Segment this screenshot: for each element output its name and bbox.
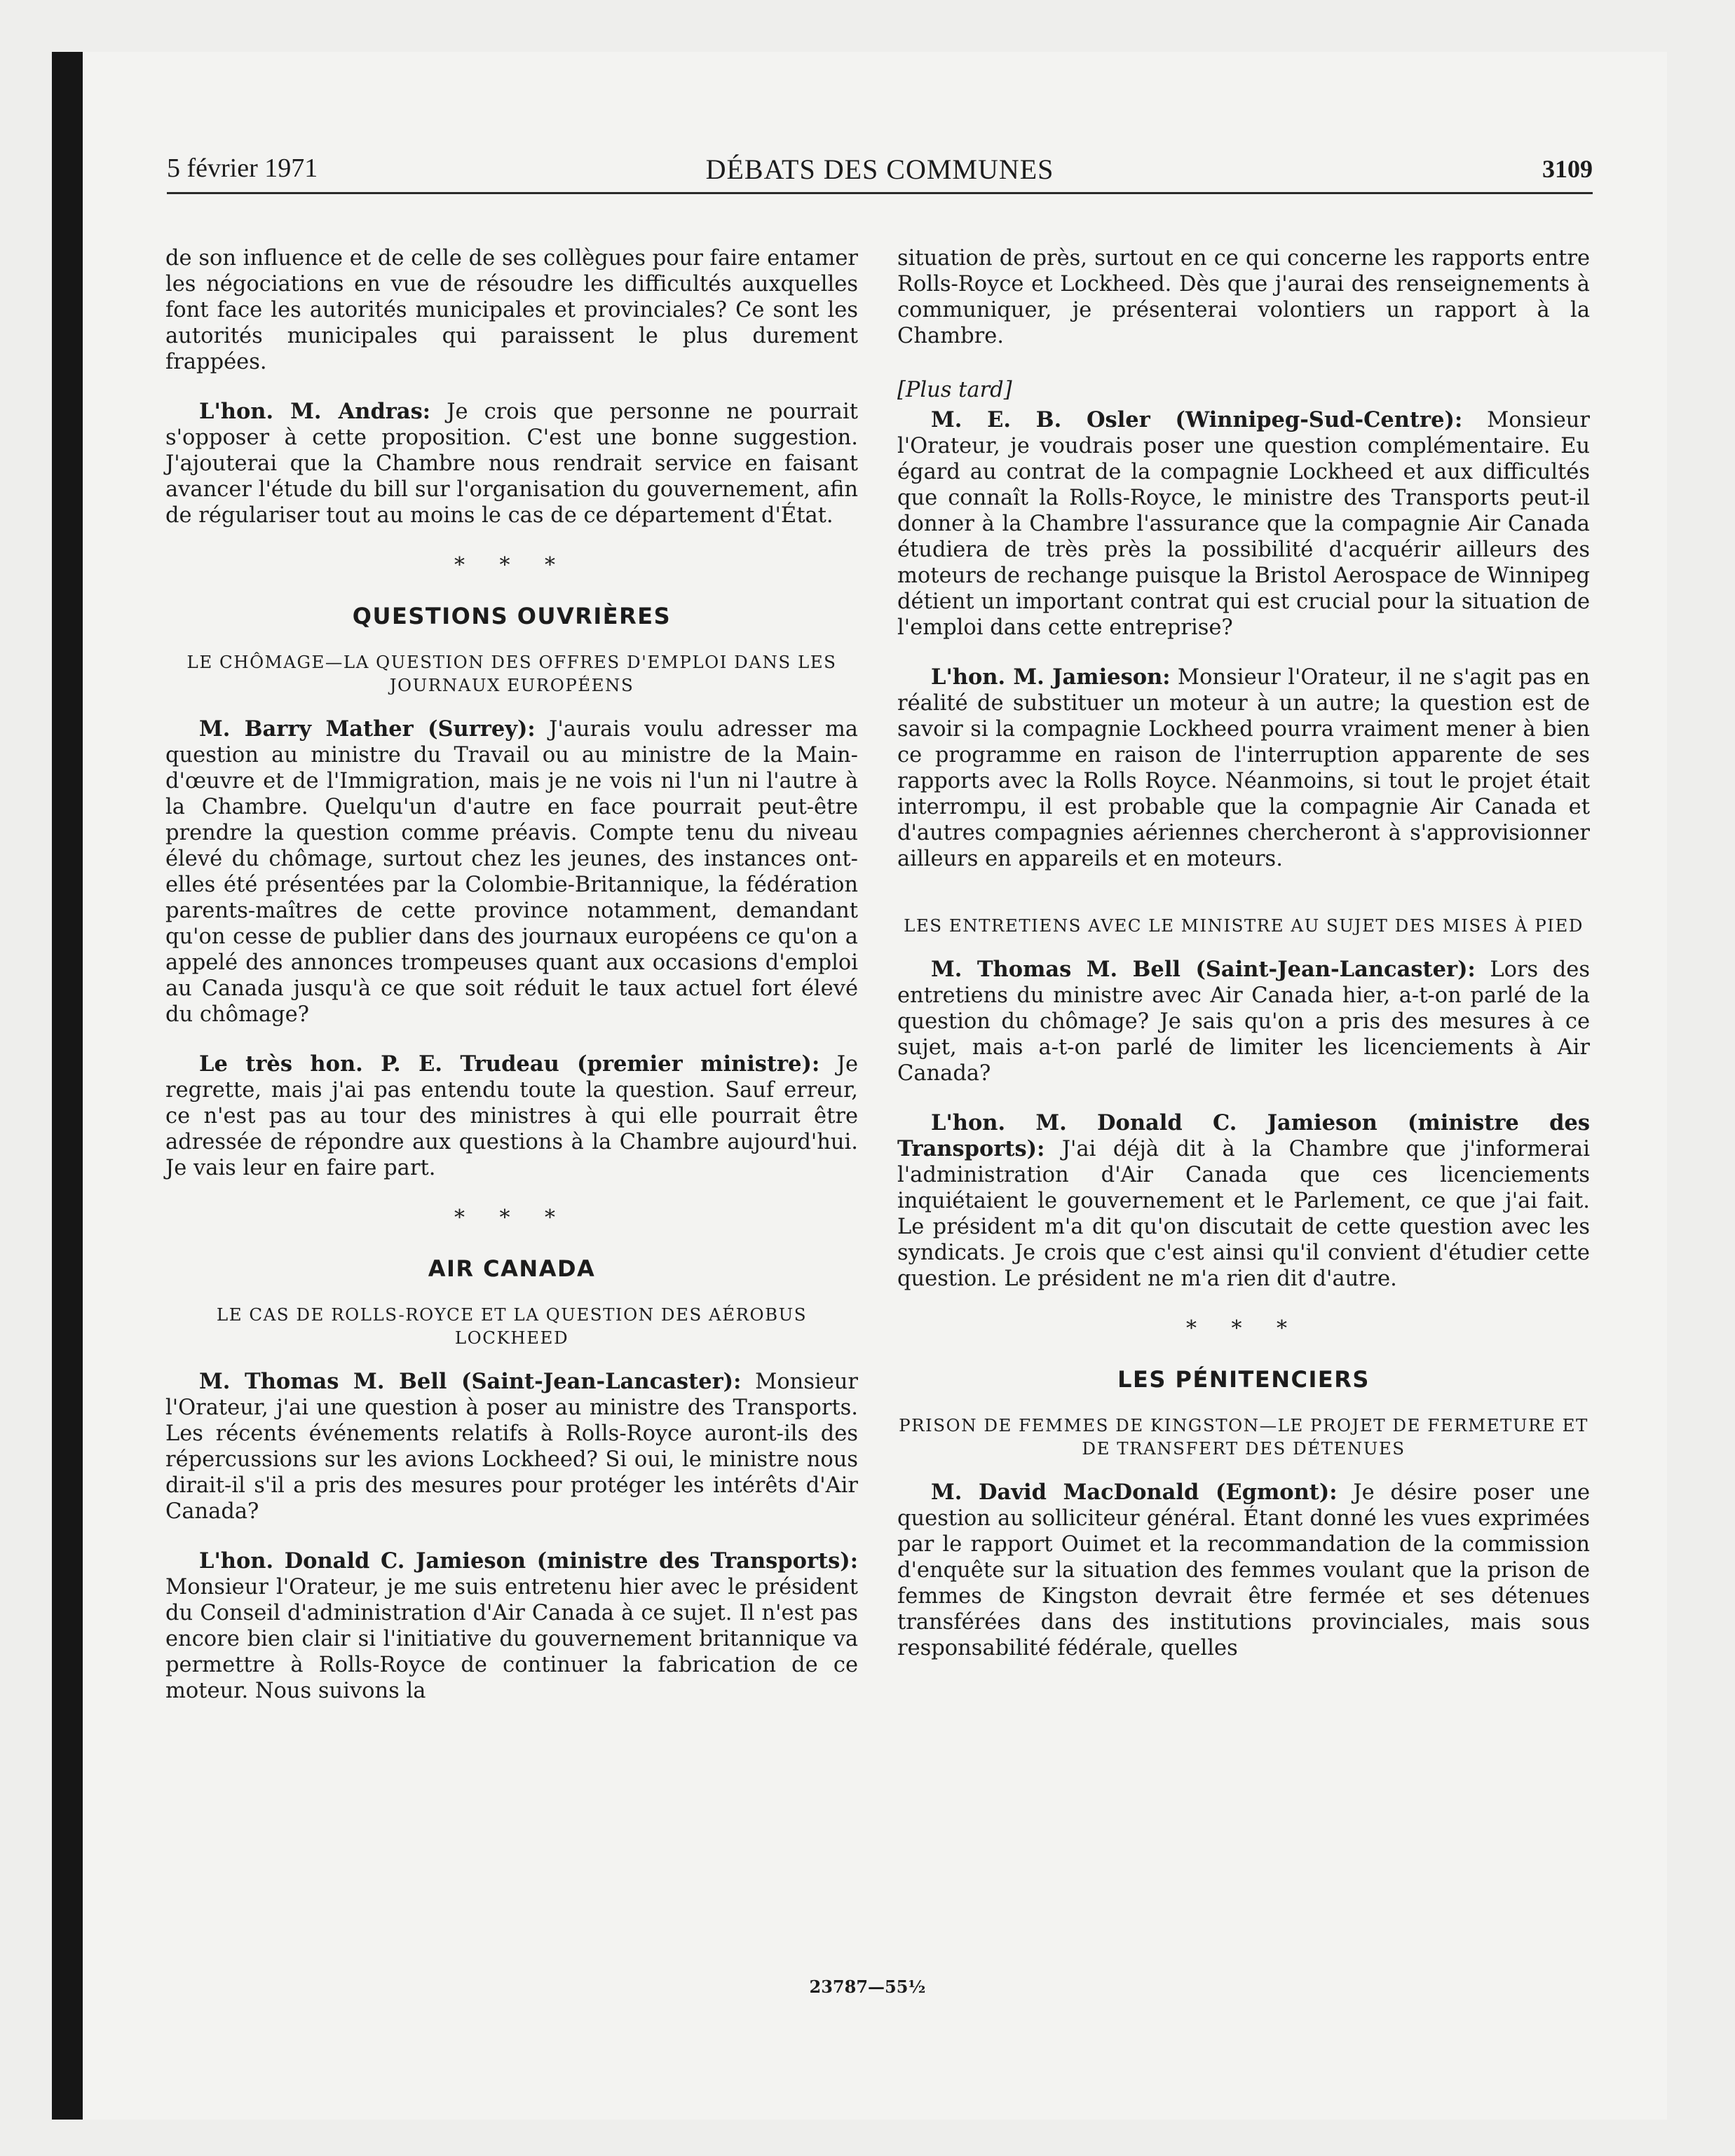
section-separator: * * * — [1185, 1316, 1302, 1341]
header-title: DÉBATS DES COMMUNES — [705, 153, 1054, 185]
speaker-name: L'hon. M. Jamieson: — [931, 664, 1171, 690]
section-subtitle: LE CAS DE ROLLS-ROYCE ET LA QUESTION DES AÉROBUS LOCKHEED — [216, 1304, 808, 1348]
footer-code: 23787—55½ — [809, 1977, 926, 1997]
speaker-name: M. David MacDonald (Egmont): — [931, 1480, 1338, 1505]
right-column — [897, 245, 1590, 1685]
paragraph — [165, 1369, 858, 1524]
paragraph: situation de près, surtout en ce qui concerne les rapports entre Rolls-Royce et Lockheed. Dès que j'aurai des renseignements à communiquer, je présenterai volontiers un rapport à la Chambre. — [897, 246, 1590, 348]
section-separator: * * * — [454, 553, 570, 578]
section-title: AIR CANADA — [428, 1255, 596, 1282]
running-header — [167, 149, 1593, 194]
paragraph — [897, 407, 1590, 641]
section-title: QUESTIONS OUVRIÈRES — [352, 603, 672, 629]
paragraph — [165, 1051, 858, 1181]
paragraph — [165, 716, 858, 1028]
speech-text: Monsieur l'Orateur, je voudrais poser une question complémentaire. Eu égard au contrat de la compagnie Lockheed et aux difficultés que connaît la Rolls-Royce, le ministre des Transports peut-il donner à la Chambre l'assurance que la compagnie Air Canada étudiera de très près la possibilité d'acquérir ailleurs des moteurs de rechange puisque la Bristol Aerospace de Winnipeg détient un important contrat qui est crucial pour la situation de l'emploi dans cette entreprise? — [897, 408, 1590, 640]
section-subtitle: LE CHÔMAGE—LA QUESTION DES OFFRES D'EMPLOI DANS LES JOURNAUX EUROPÉENS — [186, 652, 837, 695]
speech-text: Je crois que personne ne pourrait s'opposer à cette proposition. C'est une bonne suggestion. J'ajouterai que la Chambre nous rendrait service en faisant avancer l'étude du bill sur l'organisation du gouvernement, afin de régulariser tout au moins le cas de ce département d'État. — [165, 400, 858, 528]
speaker-name: M. E. B. Osler (Winnipeg-Sud-Centre): — [931, 407, 1463, 432]
left-column — [165, 245, 858, 1728]
paragraph — [897, 664, 1590, 872]
paragraph — [897, 957, 1590, 1086]
speaker-name: L'hon. Donald C. Jamieson (ministre des Transports): — [199, 1548, 858, 1574]
speech-text: Monsieur l'Orateur, j'ai une question à poser au ministre des Transports. Les récents événements relatifs à Rolls-Royce auront-ils des répercussions sur les avions Lockheed? Si oui, le ministre nous dirait-il s'il a pris des mesures pour protéger les intérêts d'Air Canada? — [165, 1370, 859, 1524]
section-subtitle: LES ENTRETIENS AVEC LE MINISTRE AU SUJET DES MISES À PIED — [904, 915, 1584, 936]
speaker-name: L'hon. M. Andras: — [199, 399, 431, 424]
speech-text: Monsieur l'Orateur, je me suis entretenu hier avec le président du Conseil d'administration d'Air Canada à ce sujet. Il n'est pas encore bien clair si l'initiative du gouvernement britannique va permettre à Rolls-Royce de continuer la fabrication de ce moteur. Nous suivons la — [165, 1575, 858, 1703]
section-separator: * * * — [454, 1206, 570, 1230]
speech-text: Lors des entretiens du ministre avec Air Canada hier, a-t-on parlé de la question du chômage? Je sais qu'on a pris des mesures à ce sujet, mais a-t-on parlé de limiter les licenciements à Air Canada? — [897, 957, 1590, 1086]
paragraph — [165, 1548, 858, 1704]
speaker-name: Le très hon. P. E. Trudeau (premier ministre): — [199, 1051, 820, 1077]
speech-text: Monsieur l'Orateur, il ne s'agit pas en réalité de substituer un moteur à un autre; la question est de savoir si la compagnie Lockheed pourra vraiment mener à bien ce programme en raison de l'interruption apparente de ses rapports avec la Rolls Royce. Néanmoins, si tout le projet était interrompu, il est probable que la compagnie Air Canada et d'autres compagnies aériennes chercheront à s'approvisionner ailleurs en appareils et en moteurs. — [897, 665, 1590, 871]
header-date: 5 février 1971 — [167, 153, 318, 183]
later-marker: [Plus tard] — [897, 378, 1012, 402]
speech-text: Je regrette, mais j'ai pas entendu toute la question. Sauf erreur, ce n'est pas au tour des ministres à qui elle pourrait être adressée de répondre aux questions à la Chambre aujourd'hui. Je vais leur en faire part. — [165, 1052, 858, 1180]
scan-binding-edge — [52, 52, 83, 2120]
section-subtitle: PRISON DE FEMMES DE KINGSTON—LE PROJET DE FERMETURE ET DE TRANSFERT DES DÉTENUES — [899, 1415, 1588, 1459]
speech-text: Je désire poser une question au solliciteur général. Étant donné les vues exprimées par le rapport Ouimet et la recommandation de la commission d'enquête sur la situation des femmes voulant que la prison de femmes de Kingston devrait être fermée et ses détenues transférées dans des institutions provinciales, mais sous responsabilité fédérale, quelles — [897, 1480, 1590, 1660]
speaker-name: M. Barry Mather (Surrey): — [199, 716, 536, 742]
paragraph — [165, 399, 858, 528]
paragraph — [897, 1480, 1590, 1661]
page-number: 3109 — [1542, 155, 1593, 183]
speech-text: J'aurais voulu adresser ma question au ministre du Travail ou au ministre de la Main-d'œuvre et de l'Immigration, mais je ne vois ni l'un ni l'autre à la Chambre. Quelqu'un d'autre en face pourrait peut-être prendre la question comme préavis. Compte tenu du niveau élevé du chômage, surtout chez les jeunes, des instances ont-elles été présentées par la Colombie-Britannique, la fédération parents-maîtres de cette province notamment, demandant qu'on cesse de publier dans des journaux européens ce qu'on a appelé des annonces trompeuses quant aux occasions d'emploi au Canada jusqu'à ce que soit réduit le taux actuel fort élevé du chômage? — [165, 717, 858, 1027]
speaker-name: M. Thomas M. Bell (Saint-Jean-Lancaster): — [199, 1369, 742, 1394]
paragraph: de son influence et de celle de ses collègues pour faire entamer les négociations en vue de résoudre les difficultés auxquelles font face les autorités municipales et provinciales? Ce sont les autorités municipales qui paraissent le plus durement frappées. — [165, 246, 858, 374]
paragraph — [897, 1110, 1590, 1292]
speaker-name: L'hon. M. Donald C. Jamieson (ministre des Transports): — [897, 1110, 1590, 1161]
section-title: LES PÉNITENCIERS — [1117, 1366, 1370, 1393]
speaker-name: M. Thomas M. Bell (Saint-Jean-Lancaster): — [931, 957, 1476, 982]
speech-text: J'ai déjà dit à la Chambre que j'informerai l'administration d'Air Canada que ces licenciements inquiétaient le gouvernement et le Parlement, ce que j'ai fait. Le président m'a dit qu'on discutait de cette question avec les syndicats. Je crois que c'est ainsi qu'il convient d'étudier cette question. Le président ne m'a rien dit d'autre. — [897, 1137, 1590, 1291]
